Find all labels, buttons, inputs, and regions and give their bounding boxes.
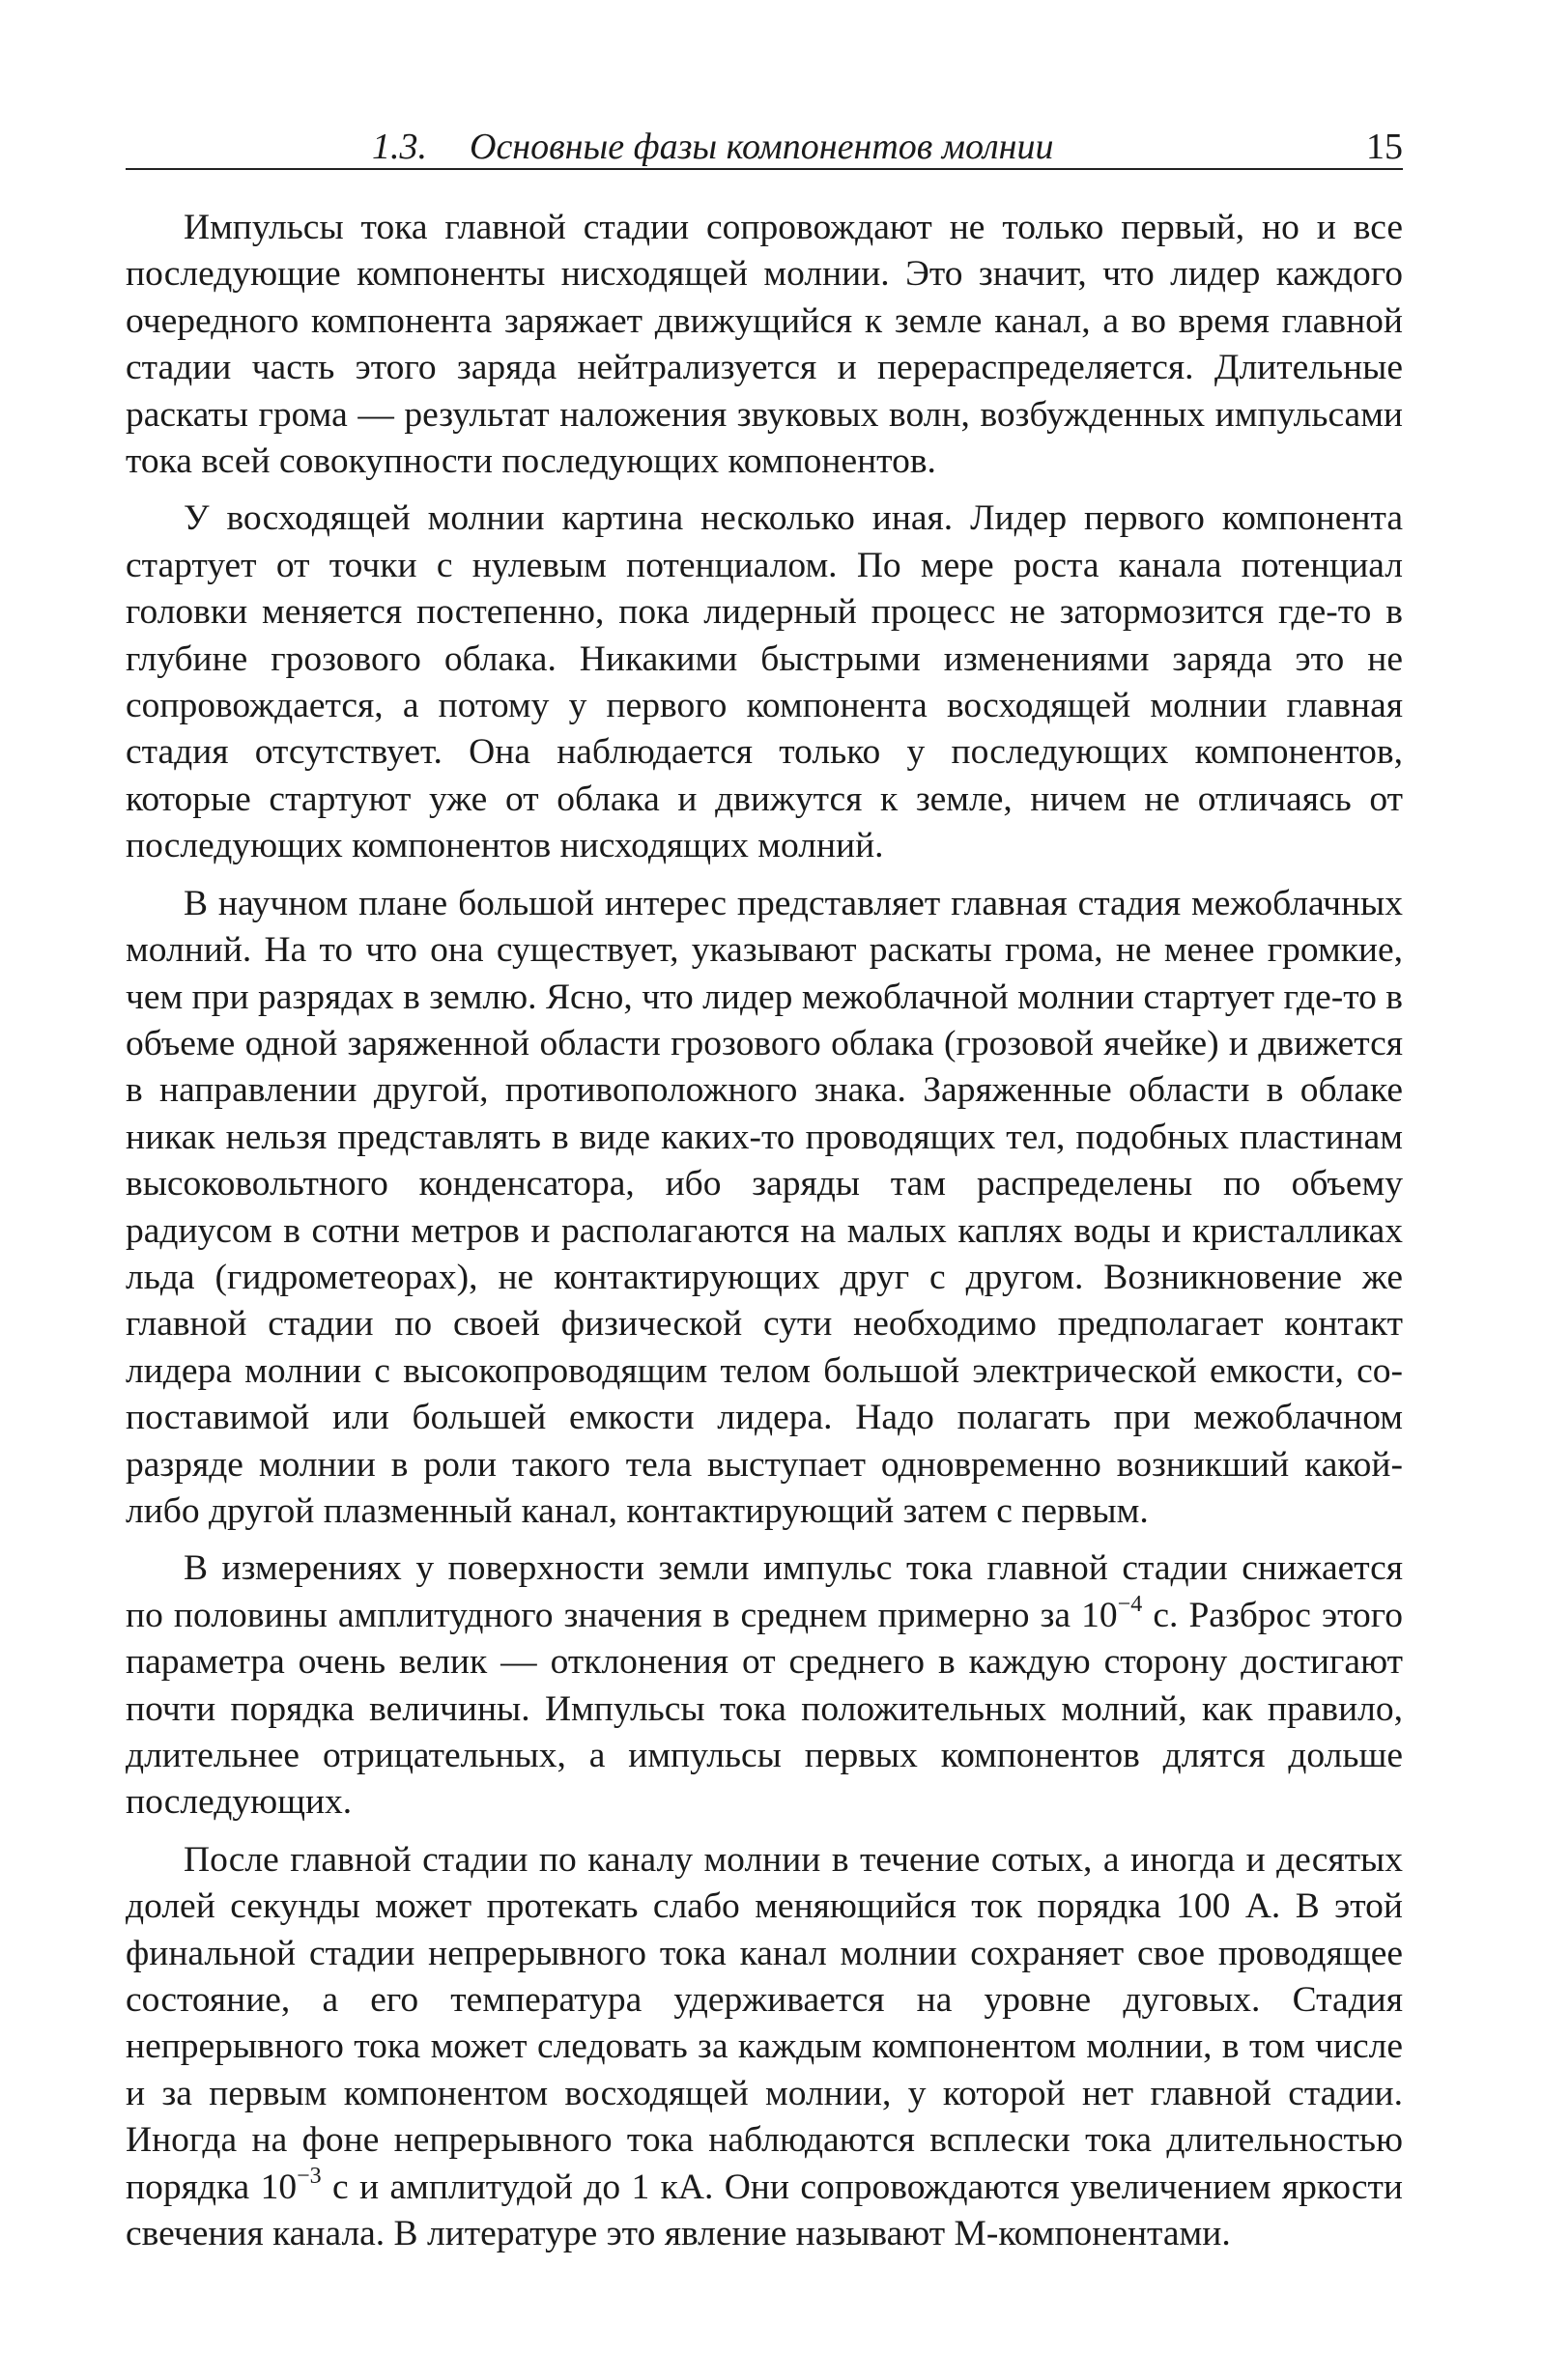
paragraph-4 — [126, 1545, 1403, 1826]
section-number: 1.3. — [372, 127, 427, 167]
paragraph-4-exponent: −4 — [1117, 1591, 1143, 1617]
running-head — [372, 126, 1054, 168]
paragraph-5-text-before: После главной стадии по каналу молнии в течение сотых, а иногда и десятых долей секунды может протекать слабо меняющийся ток порядка 100 А. В этой финальной стадии непрерывного тока канал молнии сохраняет свое проводящее состояние, а его температура удерживается на уровне дуговых. Стадия непрерывного тока может следовать за каждым компонентом молнии, в том числе и за первым компонентом восходящей молнии, у которой нет главной стадии. Иногда на фоне непрерывного тока наблюдаются всплески тока длительностью порядка 10 — [126, 1839, 1403, 2207]
section-title: Основные фазы компонентов молнии — [470, 127, 1054, 167]
paragraph-2: У восходящей молнии картина несколько иная. Лидер первого компонента стартует от точки с нулевым потенциалом. По мере роста канала потенциал головки меняется постепенно, пока лидерный процесс не затормозится где-то в глубине грозового облака. Никакими быстрыми изменениями заряда это не сопровождается, а потому у первого компонента восходящей молнии главная стадия отсутствует. Она наблюдается только у последующих компонентов, которые стартуют уже от облака и движутся к земле, ничем не отличаясь от последующих компонентов нисходящих молний. — [126, 498, 1403, 866]
paragraph-5 — [126, 1837, 1403, 2258]
page-number: 15 — [1366, 127, 1403, 167]
body-text — [126, 205, 1403, 2257]
paragraph-5-text-after: с и амплитудой до 1 кА. Они сопровождаются увеличением яркости свечения канала. В литературе это явление называют М-компонентами. — [126, 2167, 1403, 2254]
paragraph-3: В научном плане большой интерес представляет главная стадия межоблачных молний. На то что она существует, указывают раскаты грома, не менее громкие, чем при разрядах в землю. Ясно, что лидер межоблачной молнии стартует где-то в объеме одной заряженной области грозового облака (грозовой ячейке) и движется в направлении другой, противоположного знака. Заряженные области в облаке никак нельзя представлять в виде каких-то проводящих тел, подобных пластинам высоковольтного конденсатора, ибо заряды там распределены по объему радиусом в сотни метров и располагаются на малых каплях воды и кристалликах льда (гидрометеорах), не контактирующих друг с другом. Возникновение же главной стадии по своей физической сути необходимо предполагает контакт лидера молнии с высокопроводящим телом большой электрической емкости, сопоставимой или большей емкости лидера. Надо полагать при межоблачном разряде молнии в роли такого тела выступает одновременно возникший какой-либо другой плазменный канал, контактирующий затем с первым. — [126, 883, 1403, 1531]
paragraph-4-text-before: В измерениях у поверхности земли импульс тока главной стадии снижается по половины амплитудного значения в среднем примерно за 10 — [126, 1548, 1403, 1635]
page-header — [126, 118, 1403, 170]
paragraph-1: Импульсы тока главной стадии сопровождают не только первый, но и все последующие компоненты нисходящей молнии. Это значит, что лидер каждого очередного компонента заряжает движущийся к земле канал, а во время главной стадии часть этого заряда нейтрализуется и перераспределяется. Длительные раскаты грома — результат наложения звуковых волн, возбужденных импульсами тока всей совокупности последующих компонентов. — [126, 208, 1403, 482]
paragraph-5-exponent: −3 — [297, 2163, 322, 2189]
paragraph-4-text-after: с. Разброс этого параметра очень велик — отклонения от среднего в каждую сторону достигают почти порядка величины. Импульсы тока положительных молний, как правило, длительнее отрицательных, а импульсы первых компонентов длятся дольше последующих. — [126, 1595, 1403, 1823]
